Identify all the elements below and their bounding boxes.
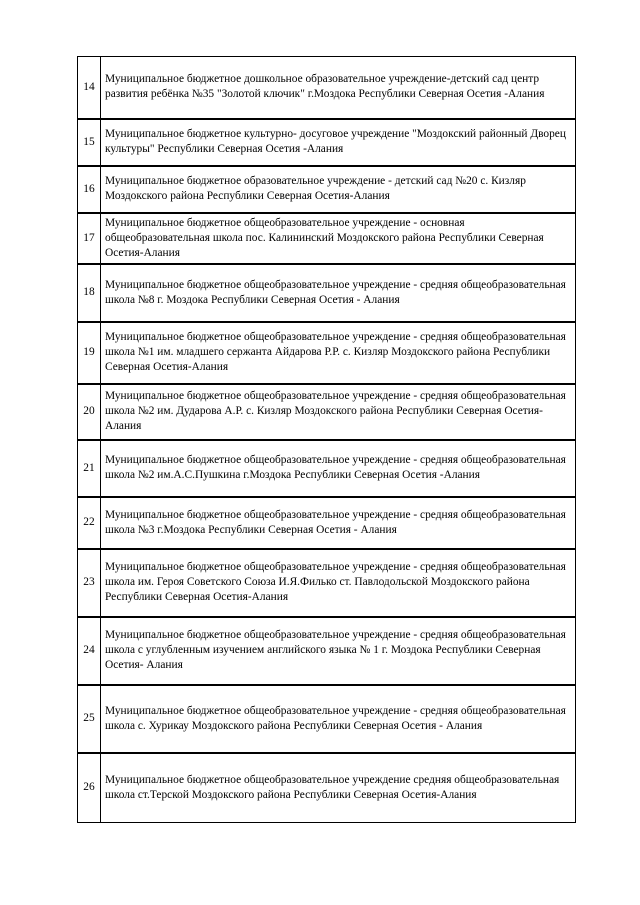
row-number: 24 <box>78 617 101 685</box>
organization-name: Муниципальное бюджетное общеобразовательное учреждение - средняя общеобразовательная школа №1 им. младшего сержанта Айдарова Р.Р. с. Кизляр Моздокского района Республики Северная Осетия-Алания <box>101 322 576 384</box>
row-number: 14 <box>78 57 101 119</box>
row-number: 23 <box>78 549 101 617</box>
table-row <box>78 497 576 549</box>
row-number: 21 <box>78 440 101 497</box>
table-row <box>78 384 576 440</box>
organization-name: Муниципальное бюджетное общеобразовательное учреждение средняя общеобразовательная школа ст.Терской Моздокского района Республики Северная Осетия-Алания <box>101 753 576 823</box>
row-number: 15 <box>78 119 101 166</box>
row-number: 16 <box>78 166 101 213</box>
organizations-table <box>77 56 576 823</box>
organization-name: Муниципальное бюджетное общеобразовательное учреждение - средняя общеобразовательная школа им. Героя Советского Союза И.Я.Филько ст. Павлодольской Моздокского района Республики Северная Осетия-Алания <box>101 549 576 617</box>
table-row <box>78 322 576 384</box>
table-row <box>78 440 576 497</box>
organization-name: Муниципальное бюджетное общеобразовательное учреждение - основная общеобразовательная школа пос. Калининский Моздокского района Республики Северная Осетия-Алания <box>101 213 576 264</box>
organization-name: Муниципальное бюджетное дошкольное образовательное учреждение-детский сад центр развития ребёнка №35 "Золотой ключик" г.Моздока Республики Северная Осетия -Алания <box>101 57 576 119</box>
table-row <box>78 753 576 823</box>
organization-name: Муниципальное бюджетное общеобразовательное учреждение - средняя общеобразовательная школа №8 г. Моздока Республики Северная Осетия - Алания <box>101 264 576 322</box>
table-row <box>78 213 576 264</box>
table-row <box>78 685 576 753</box>
table-row <box>78 549 576 617</box>
table-row <box>78 119 576 166</box>
table-row <box>78 57 576 119</box>
organization-name: Муниципальное бюджетное общеобразовательное учреждение - средняя общеобразовательная школа №2 им.А.С.Пушкина г.Моздока Республики Северная Осетия -Алания <box>101 440 576 497</box>
row-number: 22 <box>78 497 101 549</box>
table-row <box>78 617 576 685</box>
row-number: 20 <box>78 384 101 440</box>
organization-name: Муниципальное бюджетное общеобразовательное учреждение - средняя общеобразовательная школа №3 г.Моздока Республики Северная Осетия - Алания <box>101 497 576 549</box>
organization-name: Муниципальное бюджетное общеобразовательное учреждение - средняя общеобразовательная школа №2 им. Дударова А.Р. с. Кизляр Моздокского района Республики Северная Осетия-Алания <box>101 384 576 440</box>
row-number: 17 <box>78 213 101 264</box>
table-row <box>78 264 576 322</box>
row-number: 18 <box>78 264 101 322</box>
organization-name: Муниципальное бюджетное культурно- досуговое учреждение "Моздокский районный Дворец культуры" Республики Северная Осетия -Алания <box>101 119 576 166</box>
row-number: 25 <box>78 685 101 753</box>
row-number: 26 <box>78 753 101 823</box>
row-number: 19 <box>78 322 101 384</box>
organization-name: Муниципальное бюджетное общеобразовательное учреждение - средняя общеобразовательная школа с. Хурикау Моздокского района Республики Северная Осетия - Алания <box>101 685 576 753</box>
table-row <box>78 166 576 213</box>
organization-name: Муниципальное бюджетное общеобразовательное учреждение - средняя общеобразовательная школа с углубленным изучением английского языка № 1 г. Моздока Республики Северная Осетия- Алания <box>101 617 576 685</box>
organization-name: Муниципальное бюджетное образовательное учреждение - детский сад №20 с. Кизляр Моздокского района Республики Северная Осетия-Алания <box>101 166 576 213</box>
